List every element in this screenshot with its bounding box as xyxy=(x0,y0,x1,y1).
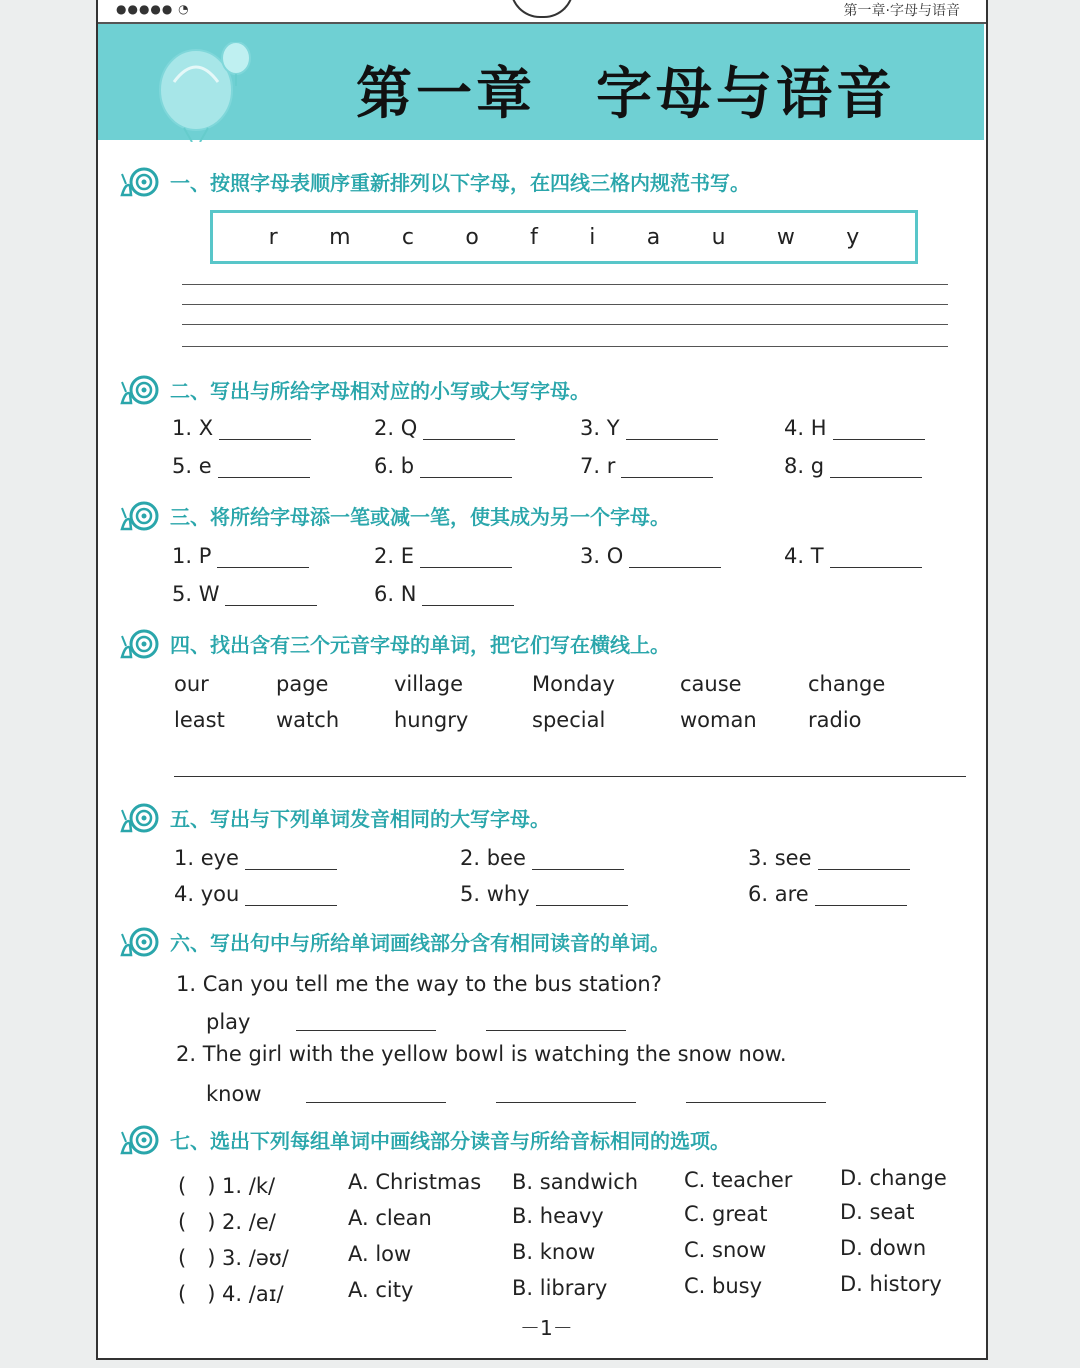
word-option: least xyxy=(174,708,225,732)
question-item: 2. bee xyxy=(460,846,624,870)
letter: r xyxy=(268,224,278,250)
snail-icon xyxy=(118,372,162,406)
question-item: 1. X xyxy=(172,416,311,440)
option-b: B. sandwich xyxy=(512,1170,639,1194)
page-number: －1－ xyxy=(520,1316,573,1340)
word-option: special xyxy=(532,708,606,732)
answer-blank[interactable] xyxy=(815,885,907,906)
word-option: woman xyxy=(680,708,757,732)
letter: y xyxy=(846,224,860,250)
grid-line xyxy=(182,346,948,347)
answer-blank[interactable] xyxy=(536,885,628,906)
answer-line[interactable] xyxy=(306,1102,446,1103)
section-1-text: 一、按照字母表顺序重新排列以下字母，在四线三格内规范书写。 xyxy=(170,170,750,195)
option-d: D. down xyxy=(840,1236,927,1260)
word-option: village xyxy=(394,672,464,696)
question-item: 2. Q xyxy=(374,416,515,440)
choice-number[interactable]: ( ) 4. /aɪ/ xyxy=(178,1282,284,1306)
option-d: D. seat xyxy=(840,1200,915,1224)
grid-line xyxy=(182,284,948,285)
status-dots: ●●●●● ◔ xyxy=(116,2,190,16)
answer-blank[interactable] xyxy=(830,547,922,568)
top-notch xyxy=(510,0,574,18)
section-1-heading xyxy=(118,164,750,198)
question-item: 6. are xyxy=(748,882,907,906)
choice-number[interactable]: ( ) 1. /k/ xyxy=(178,1174,276,1198)
grid-line xyxy=(182,324,948,325)
balloon-icon xyxy=(154,42,264,142)
question-item: 7. r xyxy=(580,454,713,478)
answer-blank[interactable] xyxy=(217,547,309,568)
option-b: B. heavy xyxy=(512,1204,604,1228)
letter: m xyxy=(329,224,351,250)
letter-box xyxy=(210,210,918,264)
word-option: Monday xyxy=(532,672,615,696)
grid-line xyxy=(182,304,948,305)
letter: i xyxy=(589,224,596,250)
question-item: 5. W xyxy=(172,582,317,606)
answer-blank[interactable] xyxy=(420,547,512,568)
option-a: A. clean xyxy=(348,1206,432,1230)
answer-blank[interactable] xyxy=(423,419,515,440)
word-option: page xyxy=(276,672,329,696)
snail-icon xyxy=(118,800,162,834)
chapter-banner xyxy=(98,24,984,140)
option-c: C. busy xyxy=(684,1274,763,1298)
word-option: our xyxy=(174,672,209,696)
snail-icon xyxy=(118,498,162,532)
section-3-heading xyxy=(118,498,670,532)
option-c: C. snow xyxy=(684,1238,767,1262)
answer-blank[interactable] xyxy=(219,419,311,440)
question-item: 1. eye xyxy=(174,846,337,870)
question-item: 4. T xyxy=(784,544,922,568)
section-2-heading xyxy=(118,372,590,406)
question-item: 5. why xyxy=(460,882,628,906)
snail-icon xyxy=(118,626,162,660)
letter: f xyxy=(530,224,538,250)
option-d: D. history xyxy=(840,1272,942,1296)
question-item: 8. g xyxy=(784,454,922,478)
answer-blank[interactable] xyxy=(420,457,512,478)
question-item: 6. b xyxy=(374,454,512,478)
worksheet-page xyxy=(96,0,988,1360)
snail-icon xyxy=(118,164,162,198)
question-item: 1. P xyxy=(172,544,309,568)
section-7-text: 七、选出下列每组单词中画线部分读音与所给音标相同的选项。 xyxy=(170,1128,730,1153)
option-d: D. change xyxy=(840,1166,947,1190)
answer-line[interactable] xyxy=(486,1030,626,1031)
option-c: C. teacher xyxy=(684,1168,793,1192)
option-a: A. Christmas xyxy=(348,1170,482,1194)
answer-blank[interactable] xyxy=(818,849,910,870)
question-item: 4. you xyxy=(174,882,337,906)
answer-blank[interactable] xyxy=(218,457,310,478)
section-5-heading xyxy=(118,800,550,834)
answer-blank[interactable] xyxy=(225,585,317,606)
answer-blank[interactable] xyxy=(532,849,624,870)
chapter-title: 第一章 字母与语音 xyxy=(356,61,896,127)
option-a: A. low xyxy=(348,1242,412,1266)
snail-icon xyxy=(118,924,162,958)
answer-blank[interactable] xyxy=(833,419,925,440)
answer-blank[interactable] xyxy=(422,585,514,606)
question-item: 3. see xyxy=(748,846,910,870)
section-5-text: 五、写出与下列单词发音相同的大写字母。 xyxy=(170,806,550,831)
answer-blank[interactable] xyxy=(245,885,337,906)
given-word: play xyxy=(206,1010,251,1034)
sentence-1: 1. Can you tell me the way to the bus station? xyxy=(176,972,662,996)
question-item: 3. Y xyxy=(580,416,718,440)
letter: a xyxy=(646,224,661,250)
sentence-2: 2. The girl with the yellow bowl is watching the snow now. xyxy=(176,1042,787,1066)
section-6-text: 六、写出句中与所给单词画线部分含有相同读音的单词。 xyxy=(170,930,670,955)
option-b: B. know xyxy=(512,1240,596,1264)
choice-number[interactable]: ( ) 2. /e/ xyxy=(178,1210,276,1234)
option-a: A. city xyxy=(348,1278,414,1302)
option-c: C. great xyxy=(684,1202,768,1226)
section-3-text: 三、将所给字母添一笔或减一笔，使其成为另一个字母。 xyxy=(170,504,670,529)
answer-line[interactable] xyxy=(496,1102,636,1103)
answer-blank[interactable] xyxy=(626,419,718,440)
answer-blank[interactable] xyxy=(830,457,922,478)
word-option: cause xyxy=(680,672,742,696)
answer-line[interactable] xyxy=(686,1102,826,1103)
top-bar xyxy=(98,0,986,24)
option-b: B. library xyxy=(512,1276,608,1300)
answer-blank[interactable] xyxy=(245,849,337,870)
word-option: radio xyxy=(808,708,862,732)
question-item: 2. E xyxy=(374,544,512,568)
letter: c xyxy=(401,224,414,250)
word-option: hungry xyxy=(394,708,469,732)
letter: u xyxy=(711,224,726,250)
section-6-heading xyxy=(118,924,670,958)
answer-line[interactable] xyxy=(174,776,966,777)
question-item: 6. N xyxy=(374,582,514,606)
choice-number[interactable]: ( ) 3. /əʊ/ xyxy=(178,1246,289,1270)
section-4-text: 四、找出含有三个元音字母的单词，把它们写在横线上。 xyxy=(170,632,670,657)
answer-line[interactable] xyxy=(296,1030,436,1031)
word-option: change xyxy=(808,672,886,696)
word-option: watch xyxy=(276,708,340,732)
given-word: know xyxy=(206,1082,262,1106)
letter: o xyxy=(465,224,479,250)
letter: w xyxy=(776,224,795,250)
section-2-text: 二、写出与所给字母相对应的小写或大写字母。 xyxy=(170,378,590,403)
section-4-heading xyxy=(118,626,670,660)
answer-blank[interactable] xyxy=(629,547,721,568)
snail-icon xyxy=(118,1122,162,1156)
running-head: 第一章·字母与语音 xyxy=(843,3,960,19)
question-item: 5. e xyxy=(172,454,310,478)
section-7-heading xyxy=(118,1122,730,1156)
question-item: 4. H xyxy=(784,416,925,440)
answer-blank[interactable] xyxy=(621,457,713,478)
question-item: 3. O xyxy=(580,544,721,568)
